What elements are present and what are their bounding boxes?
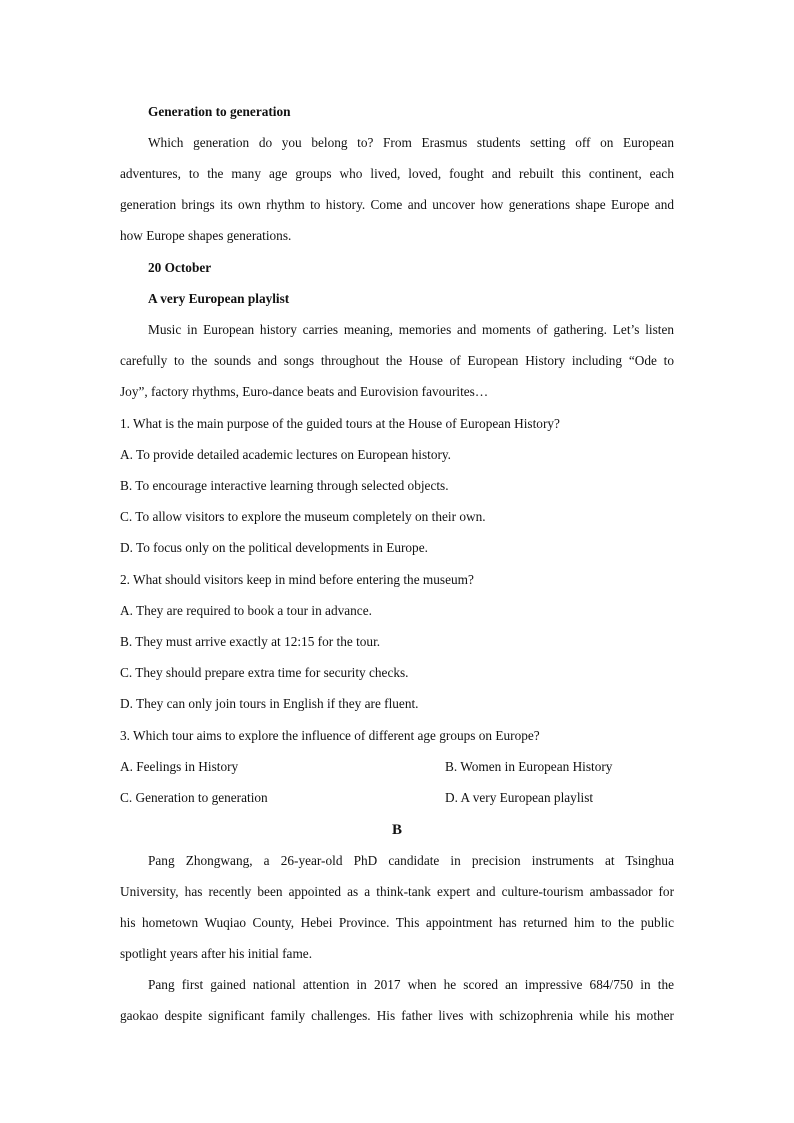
- answer-option: B. They must arrive exactly at 12:15 for the tour.: [120, 634, 381, 649]
- answer-option: A. They are required to book a tour in advance.: [120, 603, 372, 618]
- paragraph-line: Pang Zhongwang, a 26-year-old PhD candidate in precision instruments at Tsinghua: [148, 853, 674, 868]
- paragraph-line: his hometown Wuqiao County, Hebei Province. This appointment has returned him to the public: [120, 915, 674, 930]
- answer-option: A. To provide detailed academic lectures on European history.: [120, 447, 452, 462]
- answer-option: D. They can only join tours in English if they are fluent.: [120, 696, 419, 711]
- tour-title: Generation to generation: [148, 104, 291, 119]
- answer-option: C. To allow visitors to explore the museum completely on their own.: [120, 509, 486, 524]
- answer-option: B. To encourage interactive learning through selected objects.: [120, 478, 449, 493]
- question-stem: 1. What is the main purpose of the guided tours at the House of European History?: [120, 416, 560, 431]
- answer-option: C. They should prepare extra time for security checks.: [120, 665, 409, 680]
- tour-description-line: Joy”, factory rhythms, Euro-dance beats and Eurovision favourites…: [120, 384, 489, 399]
- tour-date: 20 October: [148, 260, 212, 275]
- tour-description-line: Which generation do you belong to? From Erasmus students setting off on European: [148, 135, 674, 150]
- paragraph-line: spotlight years after his initial fame.: [120, 946, 313, 961]
- paragraph-line: University, has recently been appointed as a think-tank expert and culture-tourism ambassador for: [120, 884, 674, 899]
- tour-description-line: carefully to the sounds and songs throughout the House of European History including “Ode to: [120, 353, 674, 368]
- answer-option: B. Women in European History: [445, 759, 613, 774]
- paragraph-line: gaokao despite significant family challenges. His father lives with schizophrenia while his mother: [120, 1008, 674, 1023]
- answer-option: D. To focus only on the political developments in Europe.: [120, 540, 428, 555]
- tour-description-line: Music in European history carries meaning, memories and moments of gathering. Let’s listen: [148, 322, 674, 337]
- tour-title: A very European playlist: [148, 291, 290, 306]
- tour-description-line: generation brings its own rhythm to history. Come and uncover how generations shape Europe and: [120, 197, 674, 212]
- answer-option: A. Feelings in History: [120, 759, 239, 774]
- paragraph-line: Pang first gained national attention in 2017 when he scored an impressive 684/750 in the: [148, 977, 674, 992]
- tour-description-line: how Europe shapes generations.: [120, 228, 292, 243]
- question-stem: 3. Which tour aims to explore the influence of different age groups on Europe?: [120, 728, 540, 743]
- answer-option: C. Generation to generation: [120, 790, 268, 805]
- answer-option: D. A very European playlist: [445, 790, 594, 805]
- question-stem: 2. What should visitors keep in mind before entering the museum?: [120, 572, 474, 587]
- tour-description-line: adventures, to the many age groups who lived, loved, fought and rebuilt this continent, each: [120, 166, 674, 181]
- section-heading: B: [391, 822, 402, 838]
